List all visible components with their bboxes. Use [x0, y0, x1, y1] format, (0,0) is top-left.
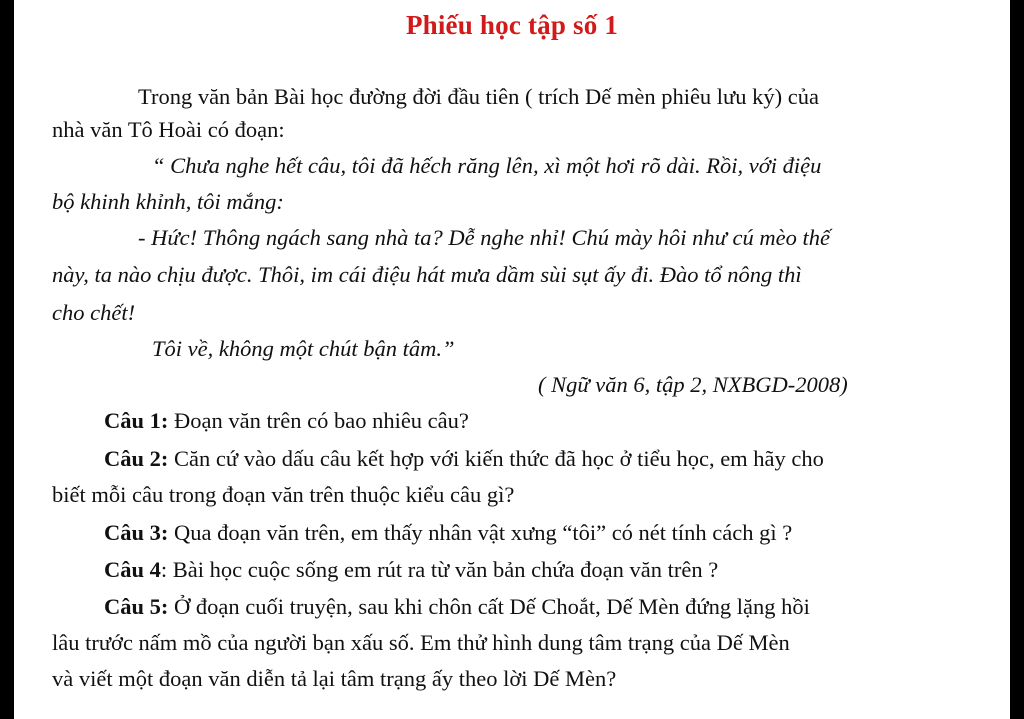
question-label: Câu 2:: [104, 446, 169, 471]
question-label: Câu 5:: [104, 594, 169, 619]
question-3: [104, 518, 792, 548]
quote-line-4: này, ta nào chịu được. Thôi, im cái điệu hát mưa dầm sùi sụt ấy đi. Đào tổ nông thì: [52, 262, 802, 287]
source-citation: ( Ngữ văn 6, tập 2, NXBGD-2008): [538, 372, 848, 397]
question-text: Qua đoạn văn trên, em thấy nhân vật xưng “tôi” có nét tính cách gì ?: [174, 520, 793, 545]
quote-line-5: cho chết!: [52, 300, 136, 325]
quote-line-2: bộ khinh khỉnh, tôi mắng:: [52, 189, 284, 214]
question-text: Căn cứ vào dấu câu kết hợp với kiến thức đã học ở tiểu học, em hãy cho: [174, 446, 824, 471]
quote-line-6: Tôi về, không một chút bận tâm.”: [152, 336, 455, 361]
quote-line-1: “ Chưa nghe hết câu, tôi đã hếch răng lên, xì một hơi rõ dài. Rồi, với điệu: [152, 153, 822, 178]
question-5-continued-2: và viết một đoạn văn diễn tả lại tâm trạng ấy theo lời Dế Mèn?: [52, 666, 617, 691]
question-text: Đoạn văn trên có bao nhiêu câu?: [174, 408, 469, 433]
question-2: [104, 444, 824, 474]
question-label: Câu 1:: [104, 408, 169, 433]
intro-line-2: nhà văn Tô Hoài có đoạn:: [52, 117, 285, 142]
question-label-suffix: :: [160, 557, 168, 582]
question-label: Câu 3:: [104, 520, 169, 545]
quote-line-3: - Hức! Thông ngách sang nhà ta? Dễ nghe nhỉ! Chú mày hôi như cú mèo thế: [138, 225, 830, 250]
question-4: [104, 555, 718, 585]
question-text: Ở đoạn cuối truyện, sau khi chôn cất Dế Choắt, Dế Mèn đứng lặng hồi: [174, 594, 810, 619]
question-5: [104, 592, 810, 622]
question-1: [104, 406, 469, 436]
question-label: Câu 4: [104, 557, 161, 582]
worksheet-page: [14, 0, 1010, 719]
question-2-continued: biết mỗi câu trong đoạn văn trên thuộc kiểu câu gì?: [52, 482, 515, 507]
question-5-continued-1: lâu trước nấm mồ của người bạn xấu số. Em thử hình dung tâm trạng của Dế Mèn: [52, 630, 790, 655]
intro-line-1: Trong văn bản Bài học đường đời đầu tiên ( trích Dế mèn phiêu lưu ký) của: [138, 84, 819, 109]
question-text: Bài học cuộc sống em rút ra từ văn bản chứa đoạn văn trên ?: [172, 557, 719, 582]
page-title: Phiếu học tập số 1: [405, 10, 619, 40]
